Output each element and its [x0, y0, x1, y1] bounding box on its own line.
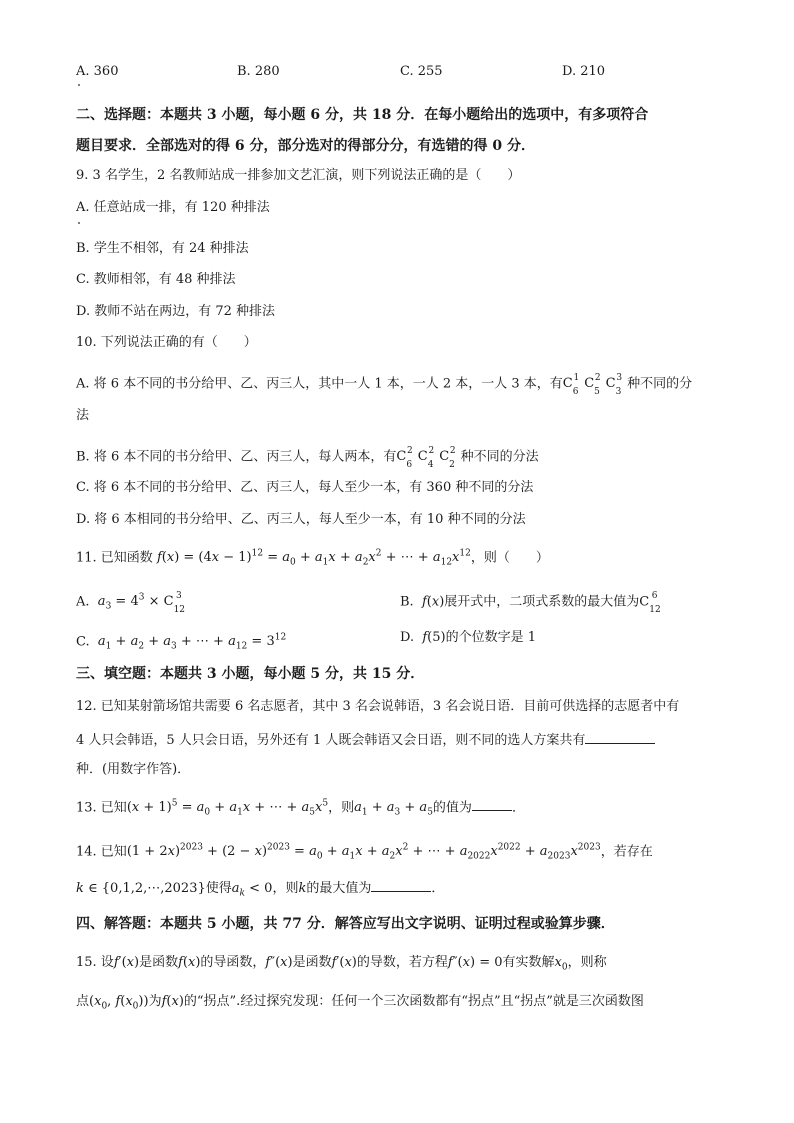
- scan-dot: [78, 222, 80, 224]
- q10-option-b-text: B. 将 6 本不同的书分给甲、乙、丙三人，每人两本，有: [76, 449, 397, 465]
- q11-stem-text: 11. 已知函数: [76, 550, 153, 566]
- q14-line1: [76, 838, 653, 867]
- q10-option-b: [76, 443, 539, 472]
- section2-heading-line1: 二、选择题：本题共 3 小题，每小题 6 分，共 18 分．在每小题给出的选项中，有多项符合: [76, 107, 649, 123]
- q10-option-a: [76, 370, 692, 399]
- q10-option-a-suffix: 种不同的分: [627, 376, 693, 392]
- q12-line2-text: 4 人只会韩语，5 人只会日语，另外还有 1 人既会韩语又会日语，则不同的选人方案共有: [76, 733, 586, 748]
- q15-text-7: ，则称: [567, 955, 607, 970]
- q11-option-b-text: 展开式中，二项式系数的最大值为: [444, 594, 640, 610]
- section3-heading: 三、填空题：本题共 3 小题，每小题 5 分，共 15 分．: [76, 666, 425, 682]
- q14-post: ，若存在: [600, 844, 653, 860]
- q13-sum: $a_1 + a_3 + a_5$: [354, 800, 433, 818]
- combination-formula: $C_6^2$ $C_4^2$ $C_2^2$: [396, 446, 456, 470]
- q15-text-10: 的“拐点”.经过探究发现：任何一个三次函数都有“拐点”且“拐点”就是三次函数图: [183, 994, 644, 1009]
- q11-option-c-formula: $a_1 + a_2 + a_3$ + ⋯ + $a_{12} = 3^{12}$: [97, 633, 287, 652]
- q11-stem-suffix: ，则（ ）: [470, 550, 549, 566]
- q14-condition: $a_k < 0$: [231, 881, 273, 899]
- q11-option-d: D. f(5)的个位数字是 1: [400, 630, 536, 645]
- q12-line2: [76, 729, 655, 751]
- q8-option-d: D. 210: [562, 64, 606, 79]
- q13-end: ．: [511, 800, 525, 816]
- q12-line1: 12. 已知某射箭场馆共需要 6 名志愿者，其中 3 名会说韩语，3 名会说日语．目前可供选择的志愿者中有: [76, 699, 680, 714]
- answer-blank[interactable]: [371, 877, 431, 892]
- q10-option-b-suffix: 种不同的分法: [460, 449, 539, 465]
- section2-heading-line2: 题目要求．全部选对的得 6 分，部分选对的得部分分，有选错的得 0 分．: [76, 138, 535, 154]
- section4-heading: 四、解答题：本题共 5 小题，共 77 分．解答应写出文字说明、证明过程或验算步骤．: [76, 916, 615, 932]
- q8-option-a: A. 360: [76, 64, 119, 79]
- q15-text-5: 的导数，若方程: [356, 955, 448, 970]
- q8-option-c: C. 255: [400, 64, 443, 79]
- q10-option-a-continued: 法: [76, 408, 90, 423]
- q13: [76, 794, 525, 823]
- combination-formula: $C_6^1$ $C_5^2$ $C_3^3$: [562, 373, 623, 397]
- answer-blank[interactable]: [472, 796, 512, 811]
- q9-option-c: C. 教师相邻，有 48 种排法: [76, 272, 236, 287]
- q11-option-b-label: B.: [400, 594, 414, 610]
- q13-formula: $(x + 1)^5 = a_0 + a_1x$ + ⋯ + $a_5x^5$: [126, 799, 329, 818]
- q13-post: 的值为: [432, 800, 472, 816]
- q14-formula: $(1 + 2x)^{2023} + (2 - x)^{2023} = a_0 + a_1x + a_2x^2$ + ⋯ + $a_{2022}x^{2022} + a_{2023}x^{2023}$: [126, 843, 601, 862]
- q11-option-a-formula: $a_3 = 4^3 \times C_{12}^3$: [97, 591, 186, 615]
- q11-stem: [76, 544, 549, 573]
- q11-option-d-label: D.: [400, 630, 415, 645]
- q13-mid: ，则: [328, 800, 355, 816]
- q14-text: 14. 已知: [76, 844, 127, 860]
- q11-option-d-text: 的个位数字是 1: [445, 630, 536, 645]
- q14-mid: 使得: [205, 881, 232, 896]
- q15-text-8: 点: [76, 994, 90, 1009]
- q11-option-c: [76, 628, 286, 657]
- q10-stem: 10. 下列说法正确的有（ ）: [76, 335, 257, 350]
- q14-mid2: ，则: [272, 881, 299, 896]
- q12-line3: 种．(用数字作答)．: [76, 762, 191, 777]
- q14-end: ．: [431, 881, 445, 896]
- q15-text-2: 是函数: [139, 955, 179, 970]
- q11-option-c-label: C.: [76, 634, 90, 650]
- q11-option-b: B. f(x)展开式中，二项式系数的最大值为$C_{12}^6$: [400, 591, 661, 615]
- q9-stem: 9. 3 名学生，2 名教师站成一排参加文艺汇演，则下列说法正确的是（ ）: [76, 168, 521, 183]
- q8-option-b: B. 280: [237, 64, 280, 79]
- q14-post2: 的最大值为: [306, 881, 372, 896]
- scan-dot: [78, 84, 80, 86]
- q14-line2: k ∈ {0,1,2,⋯,2023}使得$a_k < 0$，则k的最大值为 ．: [76, 877, 444, 904]
- q14-set-formula: k ∈ {0,1,2,⋯,2023}: [76, 881, 206, 896]
- q11-option-a-label: A.: [76, 594, 90, 610]
- q11-formula: $f(x) = (4x - 1)^{12} = a_0 + a_1x + a_2x^2$ + ⋯ + $a_{12}x^{12}$: [156, 549, 471, 568]
- q9-option-b: B. 学生不相邻，有 24 种排法: [76, 241, 249, 256]
- q10-option-c: C. 将 6 本不同的书分给甲、乙、丙三人，每人至少一本，有 360 种不同的分法: [76, 480, 534, 495]
- q15-text-3: 的导函数，: [200, 955, 266, 970]
- answer-blank[interactable]: [585, 729, 655, 744]
- q9-option-d: D. 教师不站在两边，有 72 种排法: [76, 304, 276, 319]
- q15-text-6: 有实数解: [502, 955, 555, 970]
- q13-text: 13. 已知: [76, 800, 127, 816]
- q15-line1: 15. 设f′(x)是函数f(x)的导函数，f″(x)是函数f′(x)的导数，若方程f″(x) = 0有实数解$x_0$，则称: [76, 955, 607, 973]
- q11-option-a: [76, 588, 191, 617]
- q15-text-4: 是函数: [292, 955, 332, 970]
- q10-option-d: D. 将 6 本相同的书分给甲、乙、丙三人，每人至少一本，有 10 种不同的分法: [76, 512, 526, 527]
- q15-text-1: 15. 设: [76, 955, 114, 970]
- q15-line2: 点($x_0$, $f(x_0)$)为f(x)的“拐点”.经过探究发现：任何一个三次函数都有“拐点”且“拐点”就是三次函数图: [76, 994, 644, 1012]
- q15-text-9: 为: [148, 994, 162, 1009]
- q9-option-a: A. 任意站成一排，有 120 种排法: [76, 200, 270, 215]
- q10-option-a-text: A. 将 6 本不同的书分给甲、乙、丙三人，其中一人 1 本，一人 2 本，一人 3 本，有: [76, 376, 563, 392]
